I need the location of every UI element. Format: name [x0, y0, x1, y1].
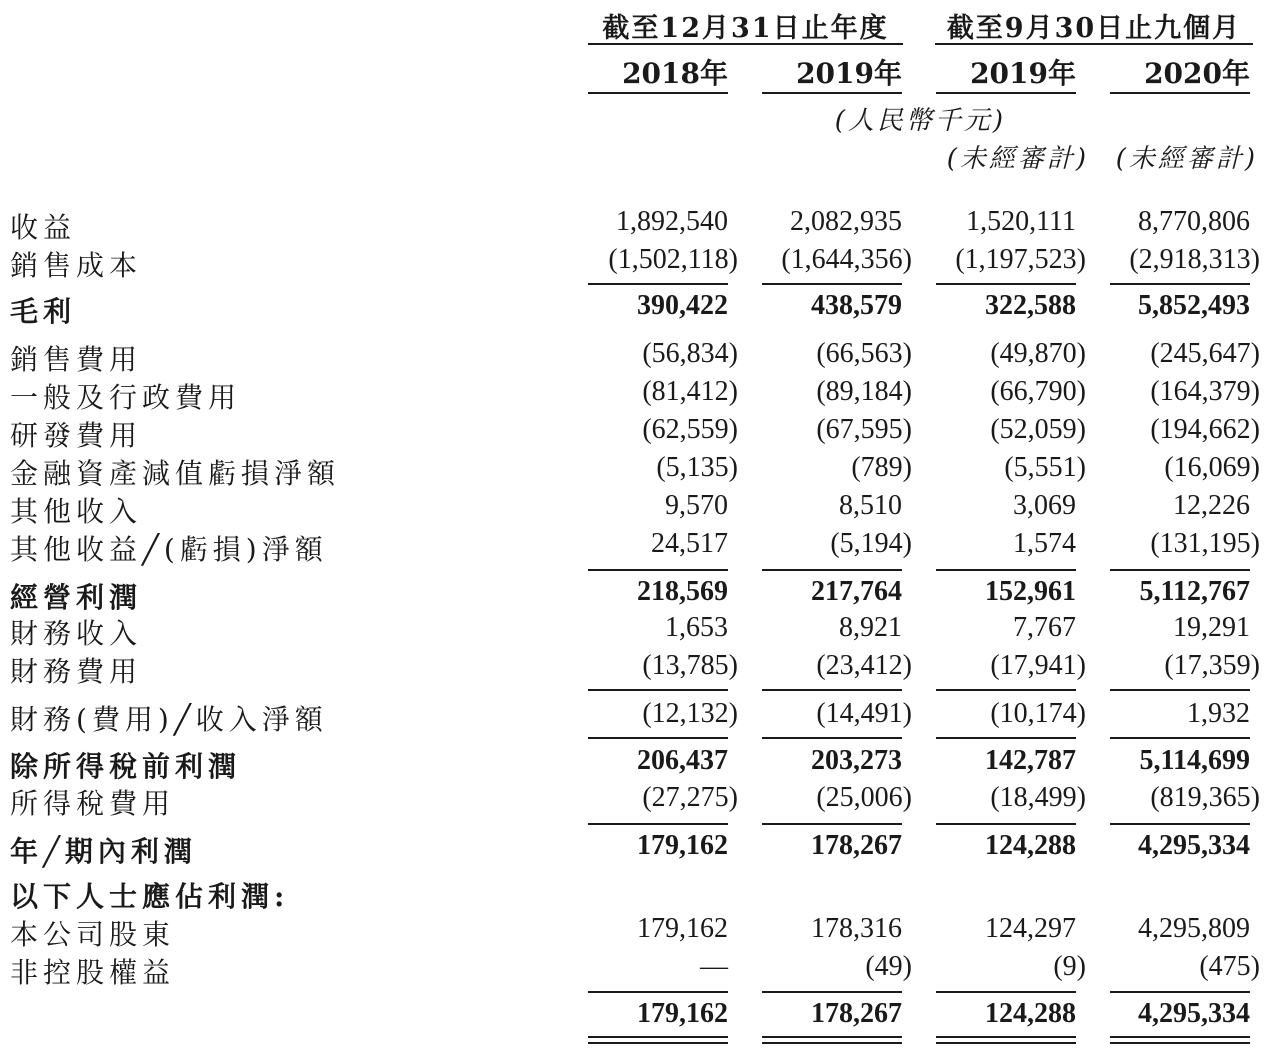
cell-value: 9,570	[665, 490, 728, 521]
cell-value: 1,574	[1013, 528, 1076, 559]
row-label: 財務費用	[10, 655, 143, 688]
cell-value: —	[700, 951, 728, 982]
currency-note: (人民幣千元)	[834, 106, 1006, 136]
cell-value: (194,662)	[1150, 414, 1260, 445]
cell-value: 178,316	[811, 913, 902, 944]
cell-value: (56,834)	[642, 338, 738, 369]
row-label: 經營利潤	[10, 581, 143, 614]
cell-value: (25,006)	[816, 782, 912, 813]
year-underline	[588, 92, 728, 94]
double-underline	[936, 1042, 1076, 1044]
cell-value: (5,135)	[656, 452, 738, 483]
unaudited-note-2020: (未經審計)	[1115, 144, 1258, 174]
cell-value: 142,787	[985, 745, 1076, 776]
row-label: 其他收益╱(虧損)淨額	[10, 533, 328, 566]
row-label: 毛利	[10, 295, 77, 328]
cell-value: 438,579	[811, 290, 902, 321]
year-header-2019-9m: 2019年	[970, 57, 1076, 90]
cell-value: (49,870)	[990, 338, 1086, 369]
cell-value: 5,112,767	[1139, 576, 1250, 607]
cell-value: 178,267	[811, 998, 902, 1029]
cell-value: 390,422	[637, 290, 728, 321]
cell-value: 1,520,111	[966, 206, 1076, 237]
cell-value: 5,114,699	[1139, 745, 1250, 776]
cell-value: 19,291	[1173, 612, 1250, 643]
cell-value: 218,569	[637, 576, 728, 607]
year-header-2020-9m: 2020年	[1144, 57, 1250, 90]
subtotal-rule	[762, 283, 902, 285]
cell-value: 179,162	[637, 913, 728, 944]
cell-value: (9)	[1053, 951, 1086, 982]
total-rule	[588, 991, 728, 993]
cell-value: 178,267	[811, 830, 902, 861]
subtotal-rule	[936, 689, 1076, 691]
cell-value: 124,288	[985, 998, 1076, 1029]
cell-value: (17,941)	[990, 650, 1086, 681]
cell-value: 8,770,806	[1138, 206, 1250, 237]
cell-value: (14,491)	[816, 698, 912, 729]
cell-value: (131,195)	[1150, 528, 1260, 559]
year-header-2018: 2018年	[622, 57, 728, 90]
cell-value: 179,162	[637, 998, 728, 1029]
cell-value: (18,499)	[990, 782, 1086, 813]
year-underline	[936, 92, 1076, 94]
double-underline	[1110, 1036, 1250, 1038]
subtotal-rule	[1110, 737, 1250, 739]
subtotal-rule	[588, 283, 728, 285]
cell-value: 24,517	[651, 528, 728, 559]
cell-value: (13,785)	[642, 650, 738, 681]
row-label: 金融資產減值虧損淨額	[10, 457, 341, 490]
group-underline	[588, 43, 903, 45]
unaudited-note-2019: (未經審計)	[946, 144, 1089, 174]
cell-value: 7,767	[1013, 612, 1076, 643]
year-underline	[1110, 92, 1250, 94]
cell-value: 217,764	[811, 576, 902, 607]
row-label: 研發費用	[10, 419, 143, 452]
row-label: 銷售費用	[10, 343, 143, 376]
cell-value: (819,365)	[1150, 782, 1260, 813]
cell-value: (789)	[851, 452, 912, 483]
subtotal-rule	[762, 569, 902, 571]
total-rule	[936, 991, 1076, 993]
cell-value: 5,852,493	[1138, 290, 1250, 321]
subtotal-rule	[588, 689, 728, 691]
year-underline	[762, 92, 902, 94]
subtotal-rule	[588, 823, 728, 825]
cell-value: 4,295,334	[1138, 998, 1250, 1029]
cell-value: 203,273	[811, 745, 902, 776]
cell-value: (10,174)	[990, 698, 1086, 729]
cell-value: 2,082,935	[790, 206, 902, 237]
row-label: 年╱期內利潤	[10, 835, 197, 868]
total-rule	[1110, 991, 1250, 993]
cell-value: 4,295,334	[1138, 830, 1250, 861]
cell-value: 152,961	[985, 576, 1076, 607]
subtotal-rule	[588, 569, 728, 571]
cell-value: (1,644,356)	[781, 244, 912, 275]
cell-value: (81,412)	[642, 376, 738, 407]
row-label: 一般及行政費用	[10, 381, 242, 414]
row-label: 財務(費用)╱收入淨額	[10, 703, 328, 736]
cell-value: (5,194)	[830, 528, 912, 559]
subtotal-rule	[762, 737, 902, 739]
row-label: 財務收入	[10, 617, 143, 650]
double-underline	[762, 1042, 902, 1044]
cell-value: 12,226	[1173, 490, 1250, 521]
double-underline	[936, 1036, 1076, 1038]
double-underline	[1110, 1042, 1250, 1044]
cell-value: (89,184)	[816, 376, 912, 407]
cell-value: 3,069	[1013, 490, 1076, 521]
cell-value: 1,932	[1187, 698, 1250, 729]
row-label: 以下人士應佔利潤:	[10, 880, 290, 913]
cell-value: 8,921	[839, 612, 902, 643]
cell-value: 322,588	[985, 290, 1076, 321]
subtotal-rule	[1110, 823, 1250, 825]
cell-value: 4,295,809	[1138, 913, 1250, 944]
subtotal-rule	[1110, 689, 1250, 691]
total-rule	[762, 991, 902, 993]
row-label: 收益	[10, 211, 77, 244]
row-label: 其他收入	[10, 495, 143, 528]
cell-value: (2,918,313)	[1129, 244, 1260, 275]
cell-value: (245,647)	[1150, 338, 1260, 369]
double-underline	[762, 1036, 902, 1038]
cell-value: (23,412)	[816, 650, 912, 681]
cell-value: (27,275)	[642, 782, 738, 813]
cell-value: 124,297	[985, 913, 1076, 944]
subtotal-rule	[762, 689, 902, 691]
cell-value: 124,288	[985, 830, 1076, 861]
double-underline	[588, 1036, 728, 1038]
cell-value: (66,563)	[816, 338, 912, 369]
subtotal-rule	[936, 737, 1076, 739]
cell-value: (16,069)	[1164, 452, 1260, 483]
row-label: 非控股權益	[10, 956, 176, 989]
subtotal-rule	[936, 283, 1076, 285]
subtotal-rule	[936, 569, 1076, 571]
cell-value: (49)	[865, 951, 912, 982]
cell-value: (66,790)	[990, 376, 1086, 407]
cell-value: (1,197,523)	[955, 244, 1086, 275]
group-header-fiscal-year: 截至12月31日止年度	[602, 13, 889, 44]
subtotal-rule	[1110, 283, 1250, 285]
cell-value: 8,510	[839, 490, 902, 521]
cell-value: (1,502,118)	[608, 244, 738, 275]
cell-value: (62,559)	[642, 414, 738, 445]
subtotal-rule	[588, 737, 728, 739]
subtotal-rule	[1110, 569, 1250, 571]
cell-value: 1,653	[665, 612, 728, 643]
group-underline	[935, 43, 1253, 45]
cell-value: (52,059)	[990, 414, 1086, 445]
cell-value: 206,437	[637, 745, 728, 776]
subtotal-rule	[762, 823, 902, 825]
cell-value: (164,379)	[1150, 376, 1260, 407]
cell-value: (475)	[1199, 951, 1260, 982]
row-label: 所得稅費用	[10, 787, 176, 820]
cell-value: 1,892,540	[616, 206, 728, 237]
cell-value: (17,359)	[1164, 650, 1260, 681]
subtotal-rule	[936, 823, 1076, 825]
year-header-2019: 2019年	[796, 57, 902, 90]
group-header-nine-months: 截至9月30日止九個月	[946, 13, 1242, 44]
row-label: 銷售成本	[10, 249, 143, 282]
cell-value: (67,595)	[816, 414, 912, 445]
cell-value: (12,132)	[642, 698, 738, 729]
cell-value: (5,551)	[1004, 452, 1086, 483]
cell-value: 179,162	[637, 830, 728, 861]
row-label: 除所得稅前利潤	[10, 750, 242, 783]
row-label: 本公司股東	[10, 918, 176, 951]
double-underline	[588, 1042, 728, 1044]
